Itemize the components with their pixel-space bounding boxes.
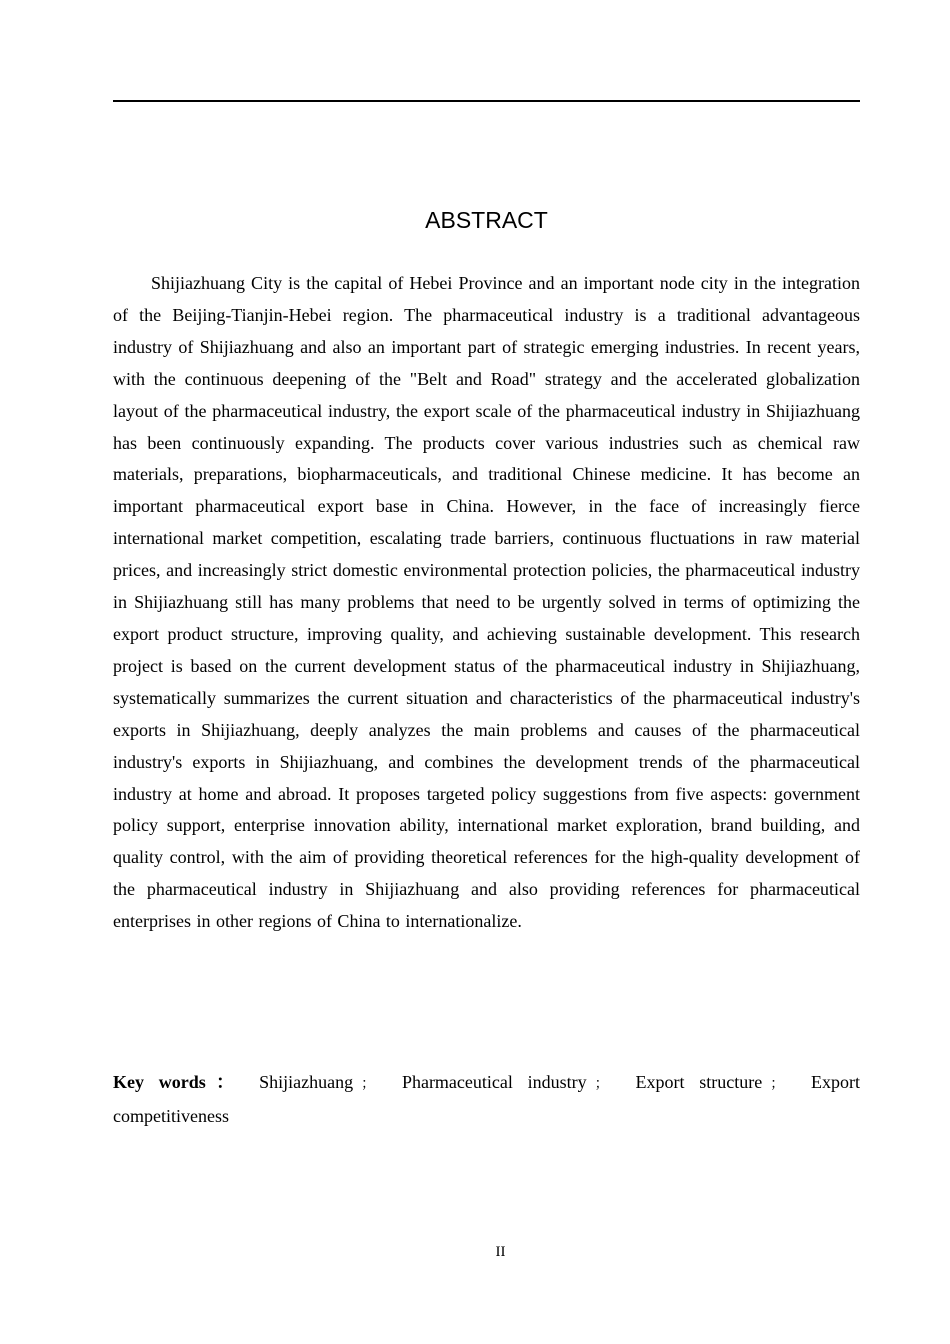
keyword-item: Pharmaceutical industry	[401, 1072, 587, 1092]
keyword-item: Shijiazhuang	[259, 1072, 354, 1092]
keyword-item: Export structure	[635, 1072, 763, 1092]
keyword-item: Export competitiveness	[113, 1072, 861, 1126]
keyword-separator: ；	[770, 1077, 785, 1092]
abstract-body: Shijiazhuang City is the capital of Hebei Province and an important node city in the integration of the Beijing-Tianjin-Hebei region. The pharmaceutical industry is a traditional advantageous industry of Shijiazhuang and also an important part of strategic emerging industries. In recent years, with the continuous deepening of the "Belt and Road" strategy and the accelerated globalization layout of the pharmaceutical industry, the export scale of the pharmaceutical industry in Shijiazhuang has been continuously expanding. The products cover various industries such as chemical raw materials, preparations, biopharmaceuticals, and traditional Chinese medicine. It has become an important pharmaceutical export base in China. However, in the face of increasingly fierce international market competition, escalating trade barriers, continuous fluctuations in raw material prices, and increasingly strict domestic environmental protection policies, the pharmaceutical industry in Shijiazhuang still has many problems that need to be urgently solved in terms of optimizing the export product structure, improving quality, and achieving sustainable development. This research project is based on the current development status of the pharmaceutical industry in Shijiazhuang, systematically summarizes the current situation and characteristics of the pharmaceutical industry's exports in Shijiazhuang, deeply analyzes the main problems and causes of the pharmaceutical industry's exports in Shijiazhuang, and combines the development trends of the pharmaceutical industry at home and abroad. It proposes targeted policy suggestions from five aspects: government policy support, enterprise innovation ability, international market exploration, brand building, and quality control, with the aim of providing theoretical references for the high-quality development of the pharmaceutical industry in Shijiazhuang and also providing references for pharmaceutical enterprises in other regions of China to internationalize.	[113, 273, 860, 932]
header-rule	[113, 100, 860, 102]
keyword-separator: ；	[361, 1077, 376, 1092]
keywords-line	[113, 1067, 860, 1133]
keyword-separator: ；	[594, 1077, 609, 1092]
keywords-label: Key words：	[113, 1072, 245, 1092]
page-number: II	[495, 1244, 506, 1260]
abstract-title: ABSTRACT	[425, 207, 548, 233]
